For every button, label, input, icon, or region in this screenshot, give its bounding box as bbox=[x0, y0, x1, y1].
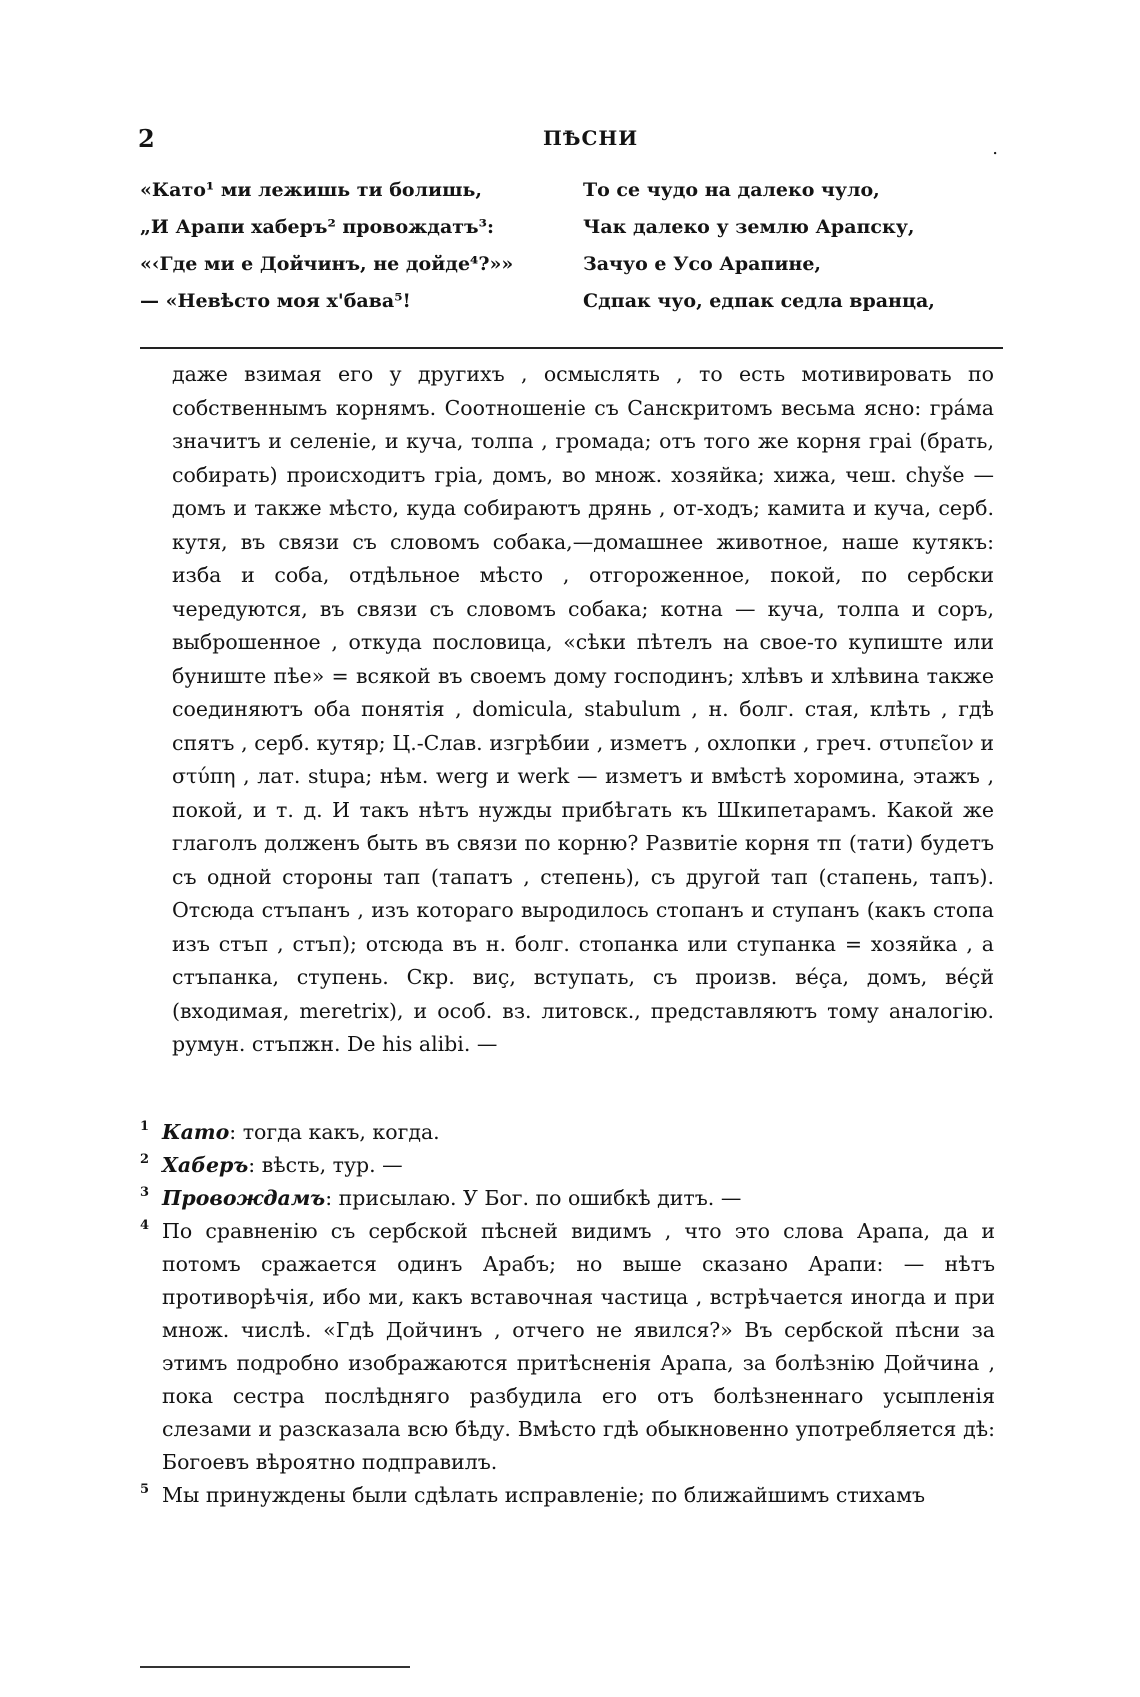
verse-line: — «Невѣсто моя х'бава⁵! bbox=[140, 290, 411, 312]
verse-line: «‹Где ми е Дойчинъ, не дойде⁴?»» bbox=[140, 253, 514, 275]
page-header bbox=[138, 124, 1008, 159]
verse-line: „И Арапи хаберъ² провождатъ³: bbox=[140, 216, 494, 238]
footnote-term: Хаберъ bbox=[162, 1153, 249, 1177]
footnote-5 bbox=[140, 1479, 995, 1512]
section-divider bbox=[140, 347, 1003, 349]
verse-line: Чак далеко у землю Арапску, bbox=[583, 216, 915, 238]
verse-line: Зачуо е Усо Арапине, bbox=[583, 253, 822, 275]
footnote-term: Провождамъ bbox=[162, 1186, 326, 1210]
commentary-body bbox=[172, 358, 994, 1062]
footnote-2 bbox=[140, 1149, 995, 1182]
running-title: ПѢСНИ bbox=[543, 126, 639, 150]
footnote-marker: 3 bbox=[140, 1185, 150, 1200]
footnote-text: : тогда какъ, когда. bbox=[229, 1120, 440, 1144]
footnote-text: По сравненію съ сербской пѣсней видимъ , что это слова Арапа, да и потомъ сражается одинъ Арабъ; но выше сказано Арапи: — нѣтъ противорѣчія, ибо ми, какъ вставочная частица , встрѣчается иногда и при множ. числѣ. «Гдѣ Дойчинъ , отчего не явился?» Въ сербской пѣсни за этимъ подробно изображаются притѣсненія Арапа, за болѣзнію Дойчина , пока сестра послѣдняго разбудила его отъ болѣзненнаго усыпленія слезами и разсказала всю бѣду. Вмѣсто гдѣ обыкновенно употребляется дѣ: Богоевъ вѣроятно подправилъ. bbox=[162, 1219, 995, 1474]
footnote-text: : присылаю. У Бог. по ошибкѣ дитъ. — bbox=[325, 1186, 742, 1210]
verse-right-column bbox=[583, 172, 1003, 320]
footnote-marker: 5 bbox=[140, 1482, 150, 1497]
verse-line: То се чудо на далеко чуло, bbox=[583, 179, 880, 201]
footnote-marker: 1 bbox=[140, 1119, 150, 1134]
header-mark: . bbox=[992, 138, 998, 159]
verse-line: Сдпак чуо, едпак седла вранца, bbox=[583, 290, 935, 312]
verse-line: «Като¹ ми лежишь ти болишь, bbox=[140, 179, 482, 201]
footnote-marker: 4 bbox=[140, 1218, 150, 1233]
footnote-text: : вѣсть, тур. — bbox=[248, 1153, 403, 1177]
footnote-marker: 2 bbox=[140, 1152, 150, 1167]
footnote-text: Мы принуждены были сдѣлать исправленіе; по ближайшимъ стихамъ bbox=[162, 1483, 926, 1507]
footnote-1 bbox=[140, 1116, 995, 1149]
page-number: 2 bbox=[138, 124, 155, 153]
footnote-4 bbox=[140, 1215, 995, 1479]
footnotes bbox=[140, 1116, 995, 1512]
footnote-term: Като bbox=[162, 1120, 230, 1144]
verse-left-column bbox=[140, 172, 570, 320]
commentary-paragraph: даже взимая его у другихъ , осмыслять , то есть мотивировать по собственнымъ корнямъ. Соотношеніе съ Санскритомъ весьма ясно: грáма значитъ и селеніе, и куча, толпа , громада; отъ того же корня граі (брать, собирать) происходитъ гріа, домъ, во множ. хозяйка; хижа, чеш. chyše — домъ и также мѣсто, куда собираютъ дрянь , от-ходъ; камита и куча, серб. кутя, въ связи съ словомъ собака,—домашнее животное, наше кутякъ: изба и соба, отдѣльное мѣсто , отгороженное, покой, по сербски чередуются, въ связи съ словомъ собака; котна — куча, толпа и соръ, выброшенное , откуда пословица, «сѣки пѣтелъ на свое-то купиште или буниште пѣе» = всякой въ своемъ дому господинъ; хлѣвъ и хлѣвина также соединяютъ оба понятія , domicula, stabulum , н. болг. стая, клѣть , гдѣ спятъ , серб. кутяр; Ц.-Слав. изгрѣбии , изметъ , охлопки , греч. στυπεῖον и στύπη , лат. stupa; нѣм. werg и werk — изметъ и вмѣстѣ хоромина, этажъ , покой, и т. д. И такъ нѣтъ нужды прибѣгать къ Шкипетарамъ. Какой же глаголъ долженъ быть въ связи по корню? Развитіе корня тп (тати) будетъ съ одной стороны тап (тапатъ , степень), съ другой тап (стапень, тапъ). Отсюда стъпанъ , изъ котораго выродилось стопанъ и ступанъ (какъ стопа изъ стъп , стъп); отсюда въ н. болг. стопанка или ступанка = хозяйка , а стъпанка, ступень. Скр. виç, вступать, съ произв. вéçа, домъ, вéçй (входимая, meretrix), и особ. вз. литовск., представляютъ тому аналогію. румун. стъпжн. De his alibi. — bbox=[172, 362, 994, 1056]
bottom-rule bbox=[140, 1666, 410, 1668]
footnote-3 bbox=[140, 1182, 995, 1215]
